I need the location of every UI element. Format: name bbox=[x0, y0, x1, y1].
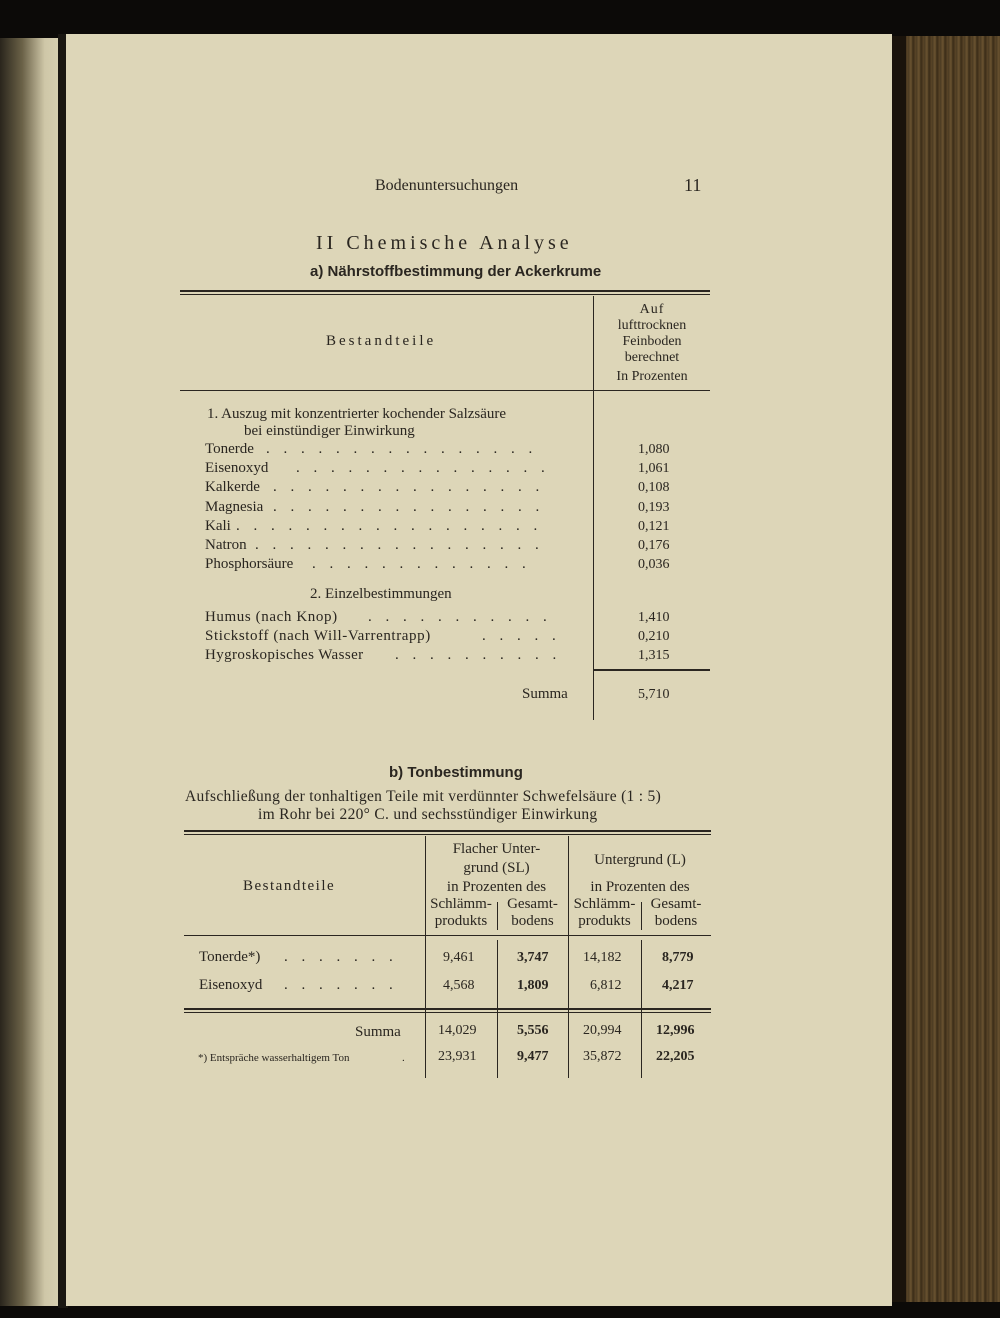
table-b-summa-cell: 20,994 bbox=[583, 1023, 622, 1038]
row-label: Phosphorsäure bbox=[205, 556, 294, 572]
col-head-line: berechnet bbox=[624, 350, 680, 365]
group-sl-line: grund (SL) bbox=[463, 860, 530, 876]
row-leader-dots: . . . . . . . . . . . . . bbox=[312, 556, 531, 572]
group-sl-line: Flacher Unter- bbox=[452, 841, 541, 857]
table-a-col-head-left: Bestandteile bbox=[326, 333, 437, 349]
page-number: 11 bbox=[684, 175, 702, 195]
sub-col-head bbox=[425, 896, 497, 930]
row-leader-dots: . . . . . . . . . . . . . . . . . . bbox=[236, 518, 543, 534]
row-label: Humus (nach Knop) bbox=[205, 609, 338, 625]
table-b-group-sl bbox=[426, 840, 567, 878]
table-b-caption-line1: Aufschließung der tonhaltigen Teile mit verdünnter Schwefelsäure (1 : 5) bbox=[185, 788, 662, 805]
sub-col-line: Schlämm- bbox=[430, 896, 492, 912]
table-a-header-rule bbox=[180, 390, 710, 391]
row-value: 1,410 bbox=[638, 610, 670, 625]
row-value: 0,176 bbox=[638, 538, 670, 553]
page-stack-edge bbox=[892, 36, 1000, 1302]
sub-col-line: Gesamt- bbox=[650, 896, 702, 912]
table-b-divider-2 bbox=[568, 836, 569, 1078]
footnote-dot: . bbox=[402, 1052, 405, 1064]
summa-value: 5,710 bbox=[638, 687, 670, 702]
table-b-cell: 3,747 bbox=[517, 950, 549, 965]
row-label: Kalkerde bbox=[205, 479, 260, 495]
table-b-cell: 14,182 bbox=[583, 950, 622, 965]
footnote-cell: 35,872 bbox=[583, 1049, 622, 1064]
table-b-cell: 9,461 bbox=[443, 950, 475, 965]
table-b-summa-cell: 14,029 bbox=[438, 1023, 477, 1038]
table-b-cell: 8,779 bbox=[662, 950, 694, 965]
table-b-top-rule bbox=[184, 830, 711, 832]
table-b-group-l: Untergrund (L) bbox=[594, 852, 686, 868]
table-a-top-rule bbox=[180, 290, 710, 292]
section-title: II Chemische Analyse bbox=[316, 232, 573, 254]
sub-col-line: Gesamt- bbox=[507, 896, 558, 912]
table-b-col-head-left: Bestandteile bbox=[243, 878, 336, 894]
row-leader-dots: . . . . . . . . . . bbox=[395, 647, 562, 663]
row-value: 0,121 bbox=[638, 519, 670, 534]
col-head-line: lufttrocknen bbox=[617, 318, 687, 333]
table-b-row-label: Eisenoxyd bbox=[199, 977, 263, 993]
footnote-cell: 9,477 bbox=[517, 1049, 549, 1064]
table-b-cell: 6,812 bbox=[590, 978, 622, 993]
col-head-line: In Prozenten bbox=[616, 369, 688, 384]
table-a-top-rule-thin bbox=[180, 294, 710, 295]
table-b-summa-rule-thin bbox=[184, 1012, 711, 1013]
row-leader-dots: . . . . . . . . . . . . . . . . . bbox=[255, 537, 544, 553]
table-b-cell: 4,217 bbox=[662, 978, 694, 993]
footnote-label: *) Entspräche wasserhaltigem Ton bbox=[198, 1052, 350, 1064]
table-b-row-label: Tonerde*) bbox=[199, 949, 261, 965]
row-leader-dots: . . . . . bbox=[482, 628, 561, 644]
row-value: 0,108 bbox=[638, 480, 670, 495]
row-label: Tonerde bbox=[205, 441, 254, 457]
summa-rule bbox=[593, 669, 710, 671]
footnote-cell: 23,931 bbox=[438, 1049, 477, 1064]
row-label: Stickstoff (nach Will-Varrentrapp) bbox=[205, 628, 431, 644]
table-b-top-rule-thin bbox=[184, 834, 711, 835]
table-b-cell: 4,568 bbox=[443, 978, 475, 993]
group1-title-line1: 1. Auszug mit konzentrierter kochender Salzsäure bbox=[207, 406, 507, 422]
table-b-title: b) Tonbestimmung bbox=[389, 764, 523, 781]
summa-label: Summa bbox=[522, 686, 568, 702]
row-leader-dots: . . . . . . . . . . . . . . . . bbox=[266, 441, 538, 457]
table-b-cell: 1,809 bbox=[517, 978, 549, 993]
col-head-line: Feinboden bbox=[622, 334, 682, 349]
row-value: 1,080 bbox=[638, 442, 670, 457]
table-b-caption-line2: im Rohr bei 220° C. und sechsstündiger Einwirkung bbox=[258, 806, 598, 823]
table-b-row-dots: . . . . . . . bbox=[284, 949, 398, 965]
sub-col-head bbox=[641, 896, 711, 930]
group2-title: 2. Einzelbestimmungen bbox=[310, 586, 452, 602]
row-leader-dots: . . . . . . . . . . . bbox=[368, 609, 552, 625]
table-a-column-divider bbox=[593, 296, 594, 720]
row-leader-dots: . . . . . . . . . . . . . . . . bbox=[273, 499, 545, 515]
sub-col-line: bodens bbox=[511, 913, 554, 929]
row-label: Hygroskopisches Wasser bbox=[205, 647, 364, 663]
sub-col-line: Schlämm- bbox=[573, 896, 636, 912]
row-value: 1,315 bbox=[638, 648, 670, 663]
sub-col-line: produkts bbox=[578, 913, 631, 929]
in-prozenten-l: in Prozenten des bbox=[590, 879, 690, 895]
group1-title-line2: bei einstündiger Einwirkung bbox=[244, 423, 415, 439]
row-leader-dots: . . . . . . . . . . . . . . . bbox=[296, 460, 550, 476]
col-head-line: Auf bbox=[639, 302, 665, 317]
row-label: Eisenoxyd bbox=[205, 460, 269, 476]
row-value: 0,210 bbox=[638, 629, 670, 644]
in-prozenten-sl: in Prozenten des bbox=[446, 879, 547, 895]
table-b-summa-rule bbox=[184, 1008, 711, 1010]
sub-col-head bbox=[497, 896, 568, 930]
table-b-header-rule bbox=[184, 935, 711, 936]
table-b-summa-cell: 5,556 bbox=[517, 1023, 549, 1038]
table-a-col-head-right bbox=[596, 302, 708, 385]
page-stack-shadow bbox=[892, 36, 906, 1302]
footnote-cell: 22,205 bbox=[656, 1049, 695, 1064]
row-leader-dots: . . . . . . . . . . . . . . . . bbox=[273, 479, 545, 495]
table-a-title: a) Nährstoffbestimmung der Ackerkrume bbox=[310, 263, 602, 280]
book-page bbox=[66, 34, 892, 1306]
left-page-edge bbox=[0, 38, 64, 1306]
row-label: Magnesia bbox=[205, 499, 264, 515]
running-title: Bodenuntersuchungen bbox=[375, 177, 519, 194]
row-label: Natron bbox=[205, 537, 247, 553]
sub-col-head bbox=[568, 896, 641, 930]
row-value: 1,061 bbox=[638, 461, 670, 476]
table-b-summa-label: Summa bbox=[355, 1024, 401, 1040]
row-label: Kali bbox=[205, 518, 231, 534]
row-value: 0,193 bbox=[638, 500, 670, 515]
sub-col-line: produkts bbox=[434, 913, 488, 929]
row-value: 0,036 bbox=[638, 557, 670, 572]
table-b-row-dots: . . . . . . . bbox=[284, 977, 398, 993]
sub-col-line: bodens bbox=[654, 913, 698, 929]
table-b-summa-cell: 12,996 bbox=[656, 1023, 695, 1038]
